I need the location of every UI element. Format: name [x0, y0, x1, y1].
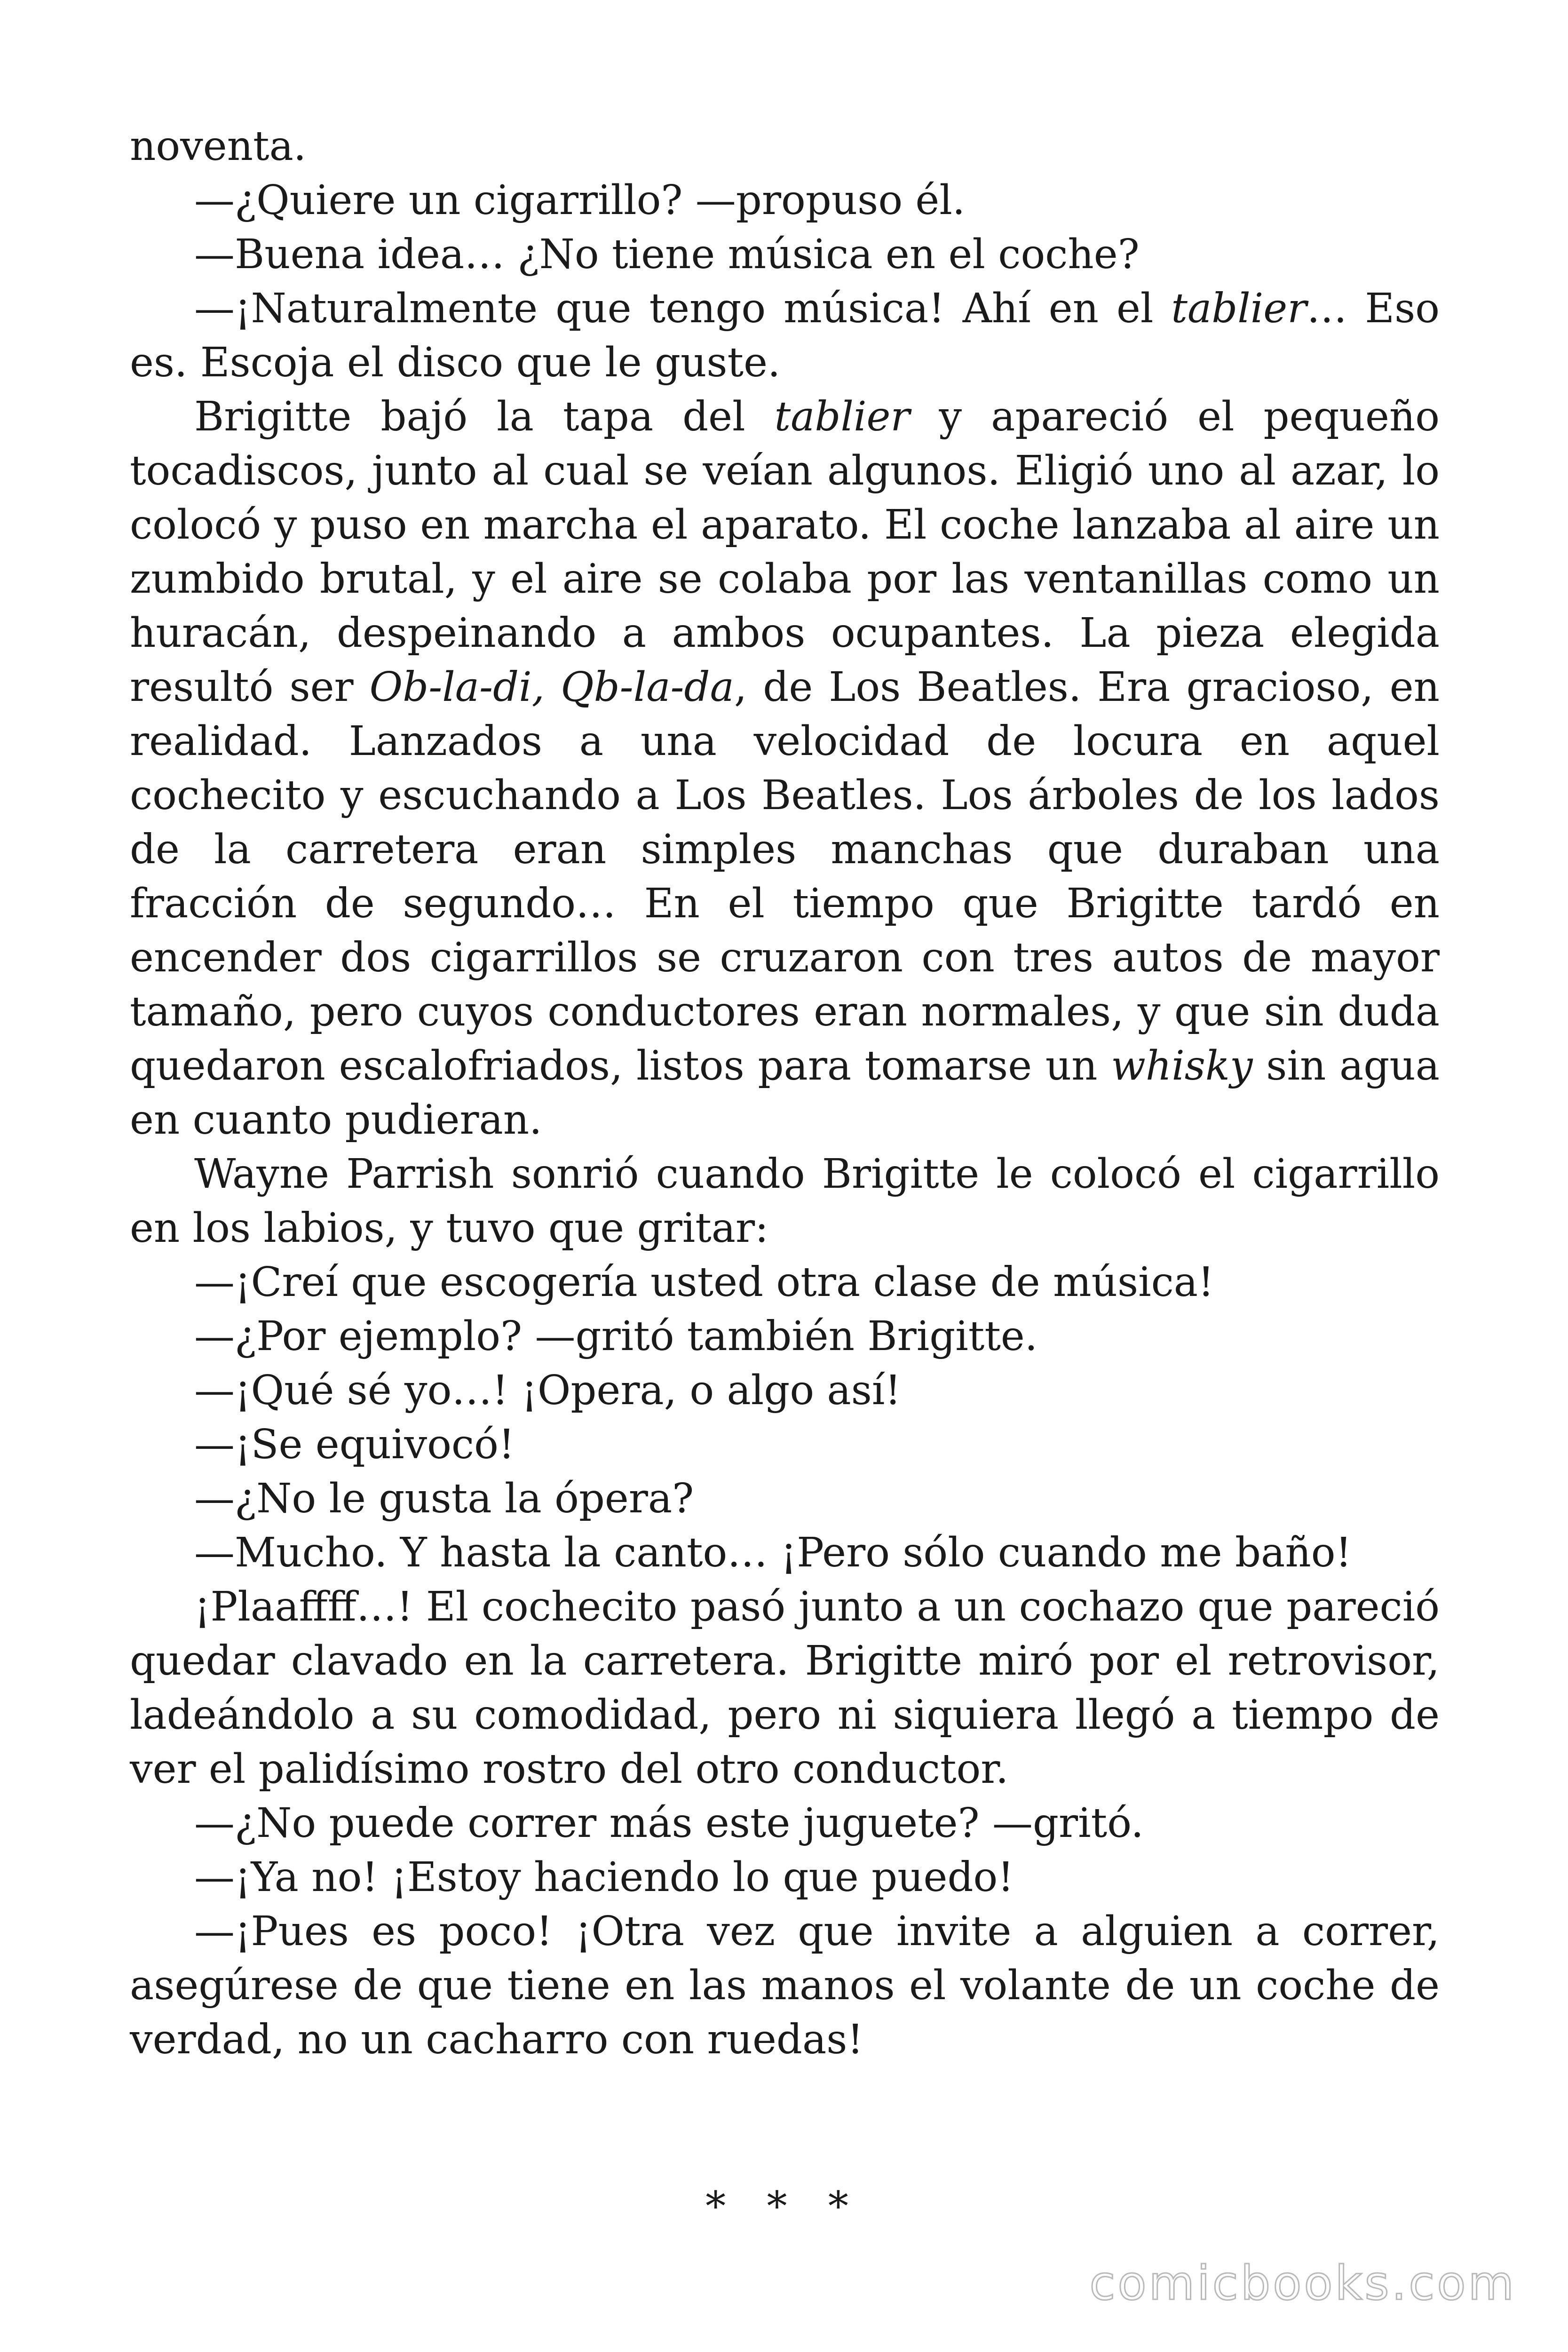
paragraph-text: … Eso es. Escoja el disco que le guste. [130, 285, 1440, 386]
paragraph [130, 390, 1440, 1147]
paragraph: —Mucho. Y hasta la canto… ¡Pero sólo cuando me baño! [194, 1529, 1352, 1576]
paragraph: —¿Quiere un cigarrillo? —propuso él. [194, 177, 966, 224]
paragraph: —¡Qué sé yo…! ¡Opera, o algo así! [194, 1367, 901, 1414]
paragraph-text: sin agua en cuanto pudieran. [130, 1042, 1440, 1144]
paragraph-text: , de Los Beatles. Era gracioso, en realidad. Lanzados a una velocidad de locura en aquel cochecito y escuchando a Los Beatles. Los árboles de los lados de la carretera eran simples manchas que duraban una fracción de segundo… En el tiempo que Brigitte tardó en encender dos cigarrillos se cruzaron con tres autos de mayor tamaño, pero cuyos conductores eran normales, y que sin duda quedaron escalofriados, listos para tomarse un [130, 664, 1440, 1089]
paragraph: —¿No puede correr más este juguete? —gritó. [194, 1800, 1144, 1847]
paragraph: —¡Pues es poco! ¡Otra vez que invite a alguien a correr, asegúrese de que tiene en las manos el volante de un coche de verdad, no un cacharro con ruedas! [130, 1908, 1440, 2063]
paragraph-text: Brigitte bajó la tapa del [194, 393, 775, 440]
paragraph: —¡Creí que escogería usted otra clase de música! [194, 1259, 1214, 1306]
paragraph: —¿Por ejemplo? —gritó también Brigitte. [194, 1313, 1038, 1360]
paragraph: ¡Plaaffff…! El cochecito pasó junto a un cochazo que pareció quedar clavado en la carretera. Brigitte miró por el retrovisor, ladeándolo a su comodidad, pero ni siquiera llegó a tiempo de ver el palidísimo rostro del otro conductor. [130, 1583, 1440, 1793]
paragraph: noventa. [130, 123, 307, 170]
scene-break: * * * [705, 2183, 863, 2230]
paragraph-text: —¡Naturalmente que tengo música! Ahí en el [194, 285, 1172, 332]
italic-term: whisky [1111, 1042, 1253, 1089]
italic-term: tablier [774, 393, 910, 440]
paragraph: —Buena idea… ¿No tiene música en el coche? [194, 231, 1140, 278]
paragraph: —¡Ya no! ¡Estoy haciendo lo que puedo! [194, 1854, 1014, 1901]
paragraph-text: y apareció el pequeño tocadiscos, junto al cual se veían algunos. Eligió uno al azar, lo colocó y puso en marcha el aparato. El coche lanzaba al aire un zumbido brutal, y el aire se colaba por las ventanillas como un huracán, despeinando a ambos ocupantes. La pieza elegida resultó ser [130, 393, 1440, 711]
italic-song-title: Ob-la-di, Qb-la-da [369, 664, 734, 711]
italic-term: tablier [1171, 285, 1307, 332]
book-page-text [130, 119, 1440, 2067]
watermark: comicbooks.com [1089, 2256, 1516, 2311]
paragraph [130, 282, 1440, 390]
paragraph: —¿No le gusta la ópera? [194, 1475, 694, 1522]
paragraph: —¡Se equivocó! [194, 1421, 515, 1468]
paragraph: Wayne Parrish sonrió cuando Brigitte le colocó el cigarrillo en los labios, y tuvo que gritar: [130, 1151, 1440, 1252]
